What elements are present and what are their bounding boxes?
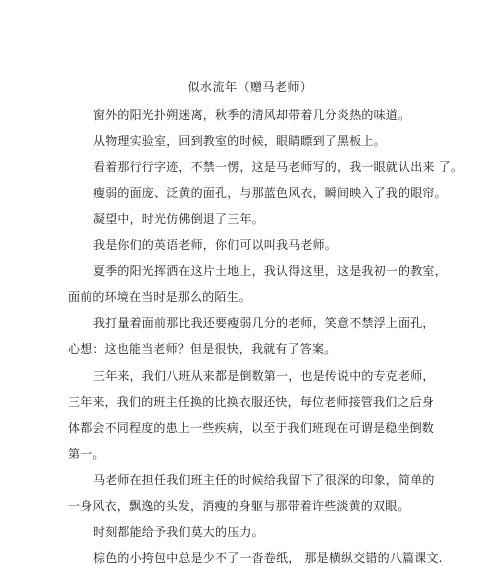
paragraph-line: 面前的环境在当时是那么的陌生。 xyxy=(68,290,252,304)
paragraph-line: 一身风衣，飘逸的头发，消瘦的身躯与那带着许些淡黄的双眼。 xyxy=(68,499,410,513)
paragraph-line: 从物理实验室，回到教室的时候，眼睛瞟到了黑板上。 xyxy=(93,134,386,148)
paragraph-line: 第一。 xyxy=(68,447,105,461)
paragraph-line: 窗外的阳光扑朔迷离，秋季的清风却带着几分炎热的味道。 xyxy=(93,108,411,122)
paragraph-line: 时刻都能给予我们莫大的压力。 xyxy=(93,525,264,539)
paragraph-line: 我打量着面前那比我还要瘦弱几分的老师，笑意不禁浮上面孔， xyxy=(93,316,435,330)
paragraph-line: 看着那行行字迹，不禁一愣，这是马老师写的，我一眼就认出来 了。 xyxy=(93,160,464,174)
paragraph-line: 我是你们的英语老师，你们可以叫我马老师。 xyxy=(93,238,338,252)
paragraph-line: 马老师在担任我们班主任的时候给我留下了很深的印象，简单的 xyxy=(93,473,435,487)
paragraph-line: 凝望中，时光仿佛倒退了三年。 xyxy=(93,212,264,226)
paragraph-line: 瘦弱的面庞、泛黄的面孔，与那蓝色风衣，瞬间映入了我的眼帘。 xyxy=(93,186,447,200)
paragraph-line: 夏季的阳光挥洒在这片土地上，我认得这里，这是我初一的教室， xyxy=(93,264,447,278)
paragraph-line: 体都会不同程度的患上一些疾病，以至于我们班现在可谓是稳坐倒数 xyxy=(68,421,435,435)
paragraph-line: 三年来，我们八班从来都是倒数第一，也是传说中的专克老师， xyxy=(93,369,435,383)
document-title: 似水流年（赠马老师） xyxy=(187,80,313,94)
paragraph-line: 三年来，我们的班主任换的比换衣服还快，每位老师接管我们之后身 xyxy=(68,395,435,409)
paragraph-line: 棕色的小挎包中总是少不了一沓卷纸， 那是横纵交错的八篇课文. xyxy=(93,551,443,565)
paragraph-line: 心想：这也能当老师？但是很快，我就有了答案。 xyxy=(68,342,337,356)
